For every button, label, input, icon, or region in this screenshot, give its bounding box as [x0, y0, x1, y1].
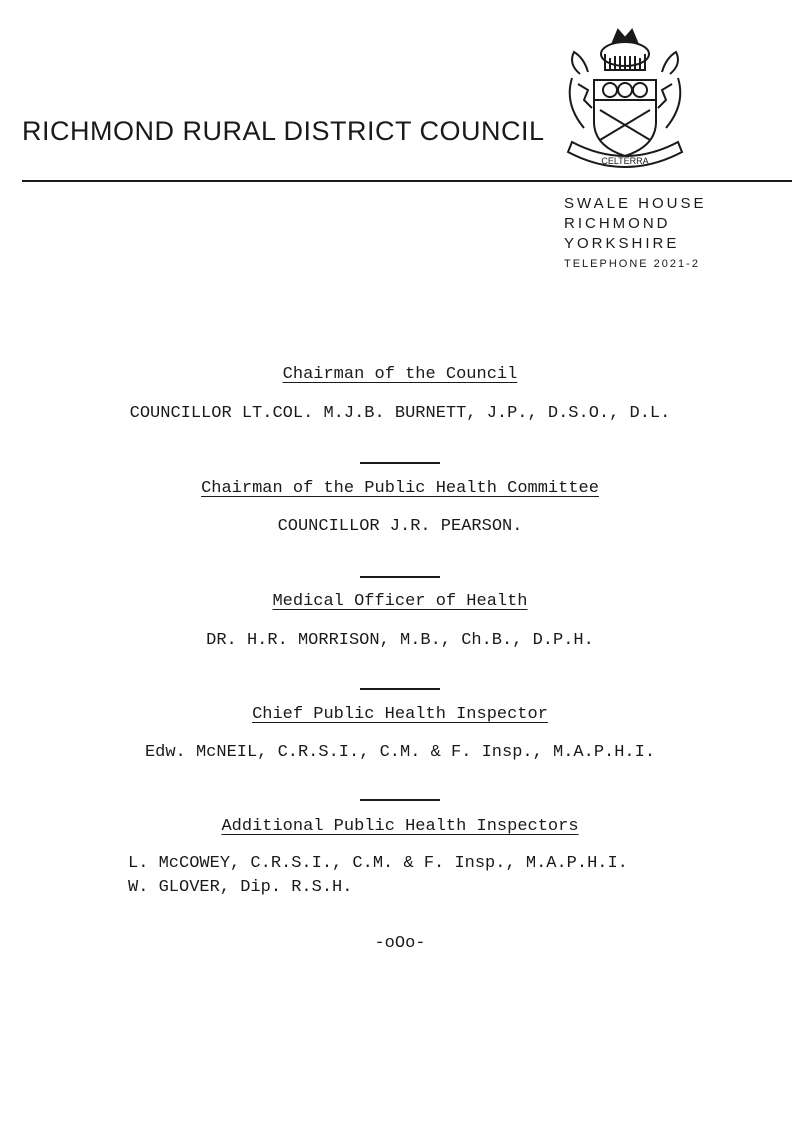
crest-motto: CELTERRA — [601, 156, 649, 166]
heading-chairman-council: Chairman of the Council — [282, 365, 518, 384]
name-chief-inspector: Edw. McNEIL, C.R.S.I., C.M. & F. Insp., M.A.P.H.I. — [144, 743, 656, 762]
council-name: RICHMOND RURAL DISTRICT COUNCIL — [22, 116, 545, 146]
section-divider — [360, 799, 440, 801]
name-medical-officer: DR. H.R. MORRISON, M.B., Ch.B., D.P.H. — [206, 631, 594, 650]
name-additional-inspector: L. McCOWEY, C.R.S.I., C.M. & F. Insp., M.A.P.H.I. — [128, 854, 628, 873]
name-chairman-council: COUNCILLOR LT.COL. M.J.B. BURNETT, J.P., D.S.O., D.L. — [129, 404, 671, 423]
telephone: TELEPHONE 2021-2 — [564, 258, 700, 270]
heading-additional-inspectors: Additional Public Health Inspectors — [221, 817, 579, 836]
address-line: SWALE HOUSE — [564, 195, 707, 212]
address-block — [564, 194, 706, 272]
section-divider — [360, 688, 440, 690]
address-line: RICHMOND — [564, 215, 671, 232]
heading-chairman-health-committee: Chairman of the Public Health Committee — [201, 479, 599, 498]
section-divider — [360, 576, 440, 578]
header-divider — [22, 180, 792, 182]
section-divider — [360, 462, 440, 464]
end-mark: -oOo- — [374, 934, 426, 953]
council-crest-icon — [558, 24, 692, 176]
address-line: YORKSHIRE — [564, 235, 680, 252]
name-chairman-health-committee: COUNCILLOR J.R. PEARSON. — [277, 517, 523, 536]
heading-chief-inspector: Chief Public Health Inspector — [252, 705, 548, 724]
name-additional-inspector: W. GLOVER, Dip. R.S.H. — [128, 878, 353, 897]
heading-medical-officer: Medical Officer of Health — [272, 592, 528, 611]
